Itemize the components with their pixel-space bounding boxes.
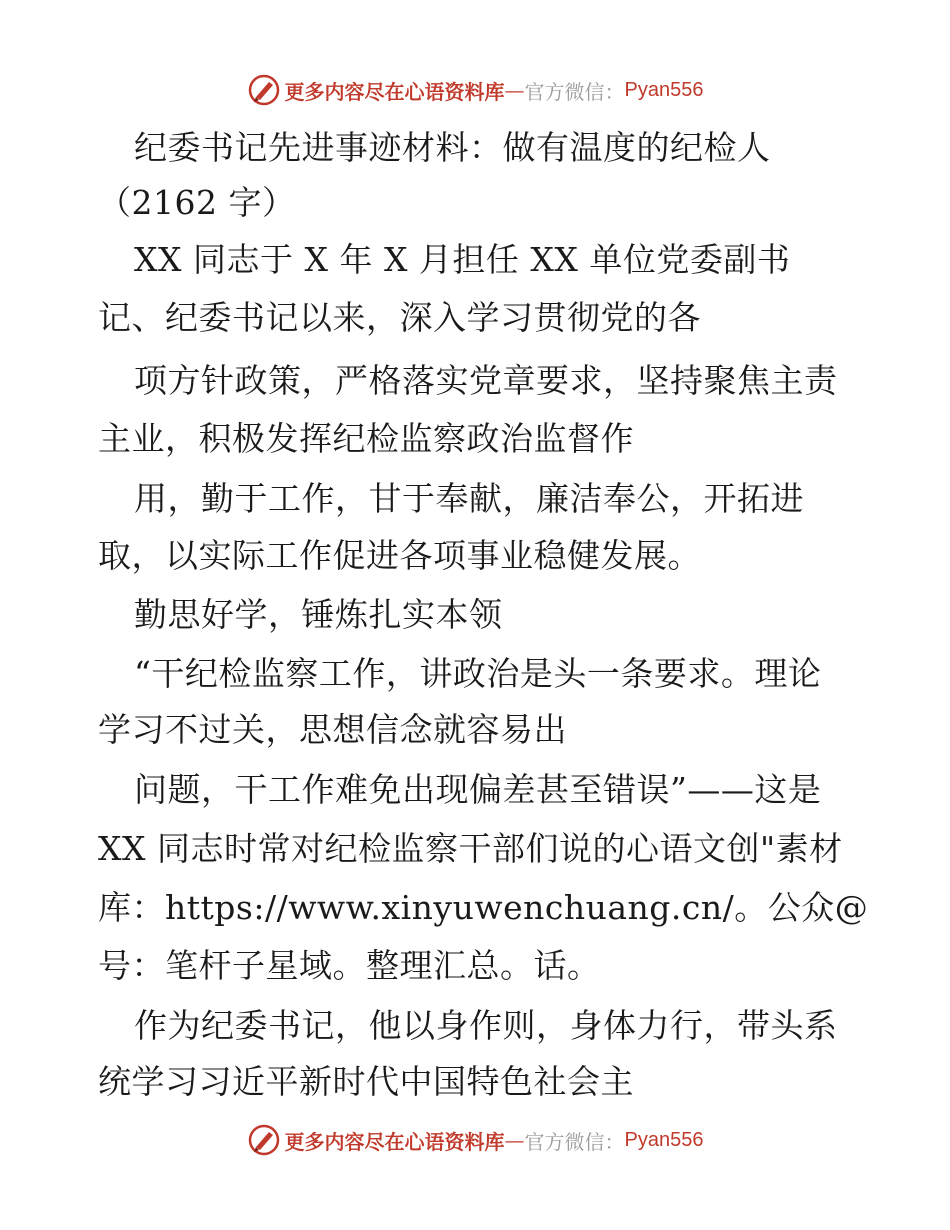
banner-dash: — xyxy=(504,1128,525,1152)
paragraph-line: 项方针政策，严格落实党章要求，坚持聚焦主责 xyxy=(134,361,838,400)
paragraph-line: 主业，积极发挥纪检监察政治监督作 xyxy=(98,419,634,458)
pen-logo-icon xyxy=(247,73,281,107)
paragraph-line: 学习不过关，思想信念就容易出 xyxy=(98,710,567,749)
banner-site-text: 更多内容尽在心语资料库 xyxy=(284,1129,505,1154)
paragraph-line: 用，勤于工作，甘于奉献，廉洁奉公，开拓进 xyxy=(134,479,804,518)
banner-wechat-label: 官方微信： xyxy=(524,1129,625,1154)
paragraph-line: 作为纪委书记，他以身作则，身体力行，带头系 xyxy=(134,1006,838,1045)
banner-dash: — xyxy=(504,78,525,102)
paragraph-line: 问题，干工作难免出现偏差甚至错误”——这是 xyxy=(134,770,822,809)
pen-logo-icon xyxy=(247,1123,281,1157)
banner-site-text: 更多内容尽在心语资料库 xyxy=(284,79,505,104)
section-heading: 勤思好学，锤炼扎实本领 xyxy=(134,595,503,634)
paragraph-line: 库：https://www.xinyuwenchuang.cn/。公众@ xyxy=(98,888,869,927)
header-banner xyxy=(0,70,950,110)
banner-wechat-label: 官方微信： xyxy=(524,79,625,104)
paragraph-line: XX 同志于 X 年 X 月担任 XX 单位党委副书 xyxy=(134,240,791,279)
paragraph-line: 号：笔杆子星域。整理汇总。话。 xyxy=(98,946,601,985)
document-title: 纪委书记先进事迹材料：做有温度的纪检人 xyxy=(134,128,771,167)
footer-banner xyxy=(0,1120,950,1160)
paragraph-line: 统学习习近平新时代中国特色社会主 xyxy=(98,1062,634,1101)
document-subtitle: （2162 字） xyxy=(98,183,296,222)
banner-wechat-id: Pyan556 xyxy=(624,1128,704,1151)
paragraph-line: 取，以实际工作促进各项事业稳健发展。 xyxy=(98,536,701,575)
banner-wechat-id: Pyan556 xyxy=(624,78,704,101)
paragraph-line: 记、纪委书记以来，深入学习贯彻党的各 xyxy=(98,298,701,337)
paragraph-line: XX 同志时常对纪检监察干部们说的心语文创"素材 xyxy=(98,829,843,868)
paragraph-line: “干纪检监察工作，讲政治是头一条要求。理论 xyxy=(134,654,822,693)
